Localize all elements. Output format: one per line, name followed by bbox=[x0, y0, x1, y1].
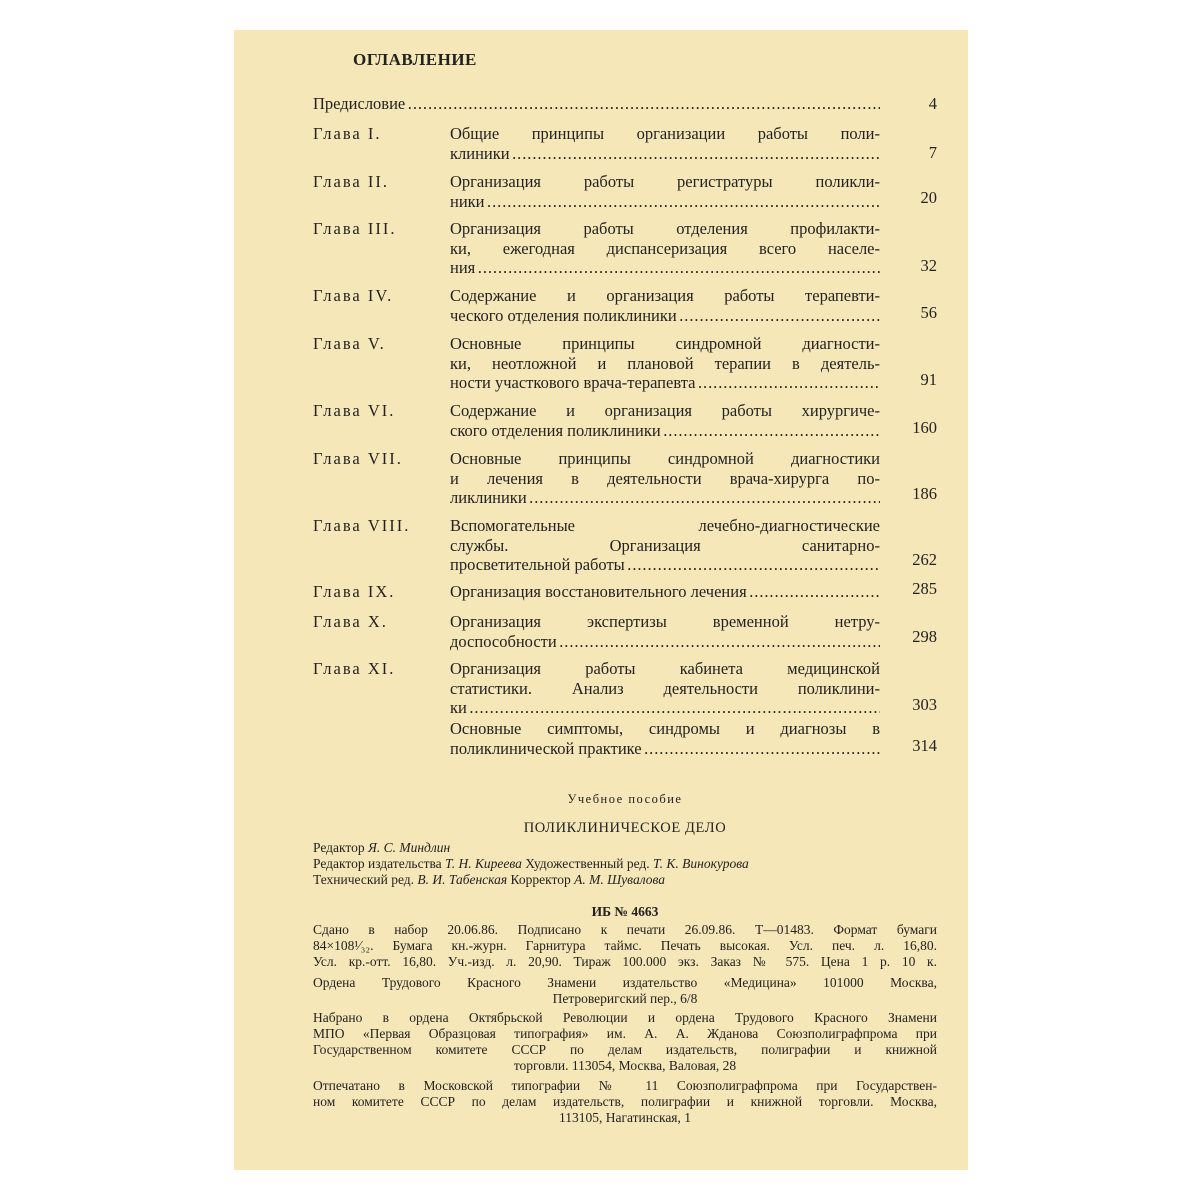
toc-title-line: Общие принципы организации работы поли- bbox=[450, 124, 880, 143]
toc-entry-chapter-8 bbox=[313, 516, 937, 576]
typeset-line: Набрано в ордена Октябрьской Революции и ордена Трудового Красного Знамени bbox=[313, 1010, 937, 1025]
toc-entry-chapter-10 bbox=[313, 612, 937, 652]
toc-entry-chapter-11 bbox=[313, 659, 937, 719]
toc-entry-chapter-1 bbox=[313, 124, 937, 164]
typeset-line: торговли. 113054, Москва, Валовая, 28 bbox=[513, 1058, 737, 1073]
editor-label: Редактор bbox=[313, 840, 365, 855]
chapter-label: Глава II. bbox=[313, 172, 389, 191]
print-details bbox=[313, 922, 937, 970]
toc-entry-chapter-7 bbox=[313, 449, 937, 509]
publisher-info bbox=[313, 975, 937, 1007]
toc-title-line: ликлиники . . . bbox=[450, 488, 880, 508]
editor-name: Я. С. Миндлин bbox=[367, 840, 451, 855]
toc-title-line: службы. Организация санитарно- bbox=[450, 535, 880, 555]
toc-title-line: Содержание и организация работы терапевти- bbox=[450, 286, 880, 305]
ib-number: ИБ № 4663 bbox=[591, 904, 659, 919]
tech-editor-name: В. И. Табенская bbox=[417, 872, 508, 887]
toc-title-line: Организация работы кабинета медицинской bbox=[450, 659, 880, 678]
chapter-label: Глава VII. bbox=[313, 449, 403, 468]
toc-title-line: Организация экспертизы временной нетру- bbox=[450, 612, 880, 631]
toc-page-number: 285 bbox=[912, 579, 937, 598]
typeset-line: МПО «Первая Образцовая типография» им. А. А. Жданова Союзполиграфпрома при bbox=[313, 1026, 937, 1041]
toc-title-line: Организация восстановительного лечения . . . bbox=[450, 582, 880, 602]
typeset-info bbox=[313, 1010, 937, 1074]
toc-title-line: Основные принципы синдромной диагностики bbox=[450, 449, 880, 468]
book-kind: Учебное пособие bbox=[567, 792, 683, 806]
toc-title-line: статистики. Анализ деятельности поликлини- bbox=[450, 678, 880, 698]
toc-title-line: ского отделения поликлиники . . . bbox=[450, 421, 880, 441]
printed-line: ном комитете СССР по делам издательств, полиграфии и книжной торговли. Москва, bbox=[313, 1094, 937, 1109]
toc-page-number: 20 bbox=[920, 188, 937, 207]
toc-page-number: 32 bbox=[920, 256, 937, 275]
toc-title-line: Содержание и организация работы хирургиче- bbox=[450, 401, 880, 420]
toc-page-number: 303 bbox=[912, 695, 937, 714]
toc-title-line: ники . . . bbox=[450, 192, 880, 212]
toc-title-line: Основные принципы синдромной диагности- bbox=[450, 334, 880, 353]
printed-line: Отпечатано в Московской типографии № 11 Союзполиграфпрома при Государствен- bbox=[313, 1078, 937, 1093]
corrector-label: Корректор bbox=[510, 872, 571, 887]
toc-entry-chapter-5 bbox=[313, 334, 937, 394]
pub-editor-name: Т. Н. Киреева bbox=[445, 856, 522, 871]
toc-page-number: 7 bbox=[928, 143, 937, 162]
editors-block bbox=[313, 840, 937, 888]
toc-entry-chapter-3 bbox=[313, 219, 937, 279]
chapter-label: Глава VI. bbox=[313, 401, 396, 420]
toc-page-number: 91 bbox=[920, 370, 937, 389]
toc-title-line: поликлинической практике . . . bbox=[450, 739, 880, 759]
publisher-line: Ордена Трудового Красного Знамени издательство «Медицина» 101000 Москва, bbox=[313, 975, 937, 990]
toc-page-number: 4 bbox=[928, 94, 937, 113]
chapter-label: Глава V. bbox=[313, 334, 386, 353]
toc-title-line: ния . . . bbox=[450, 258, 880, 278]
tech-editor-label: Технический ред. bbox=[313, 872, 415, 887]
chapter-label: Глава I. bbox=[313, 124, 382, 143]
toc-title-line: Вспомогательные лечебно-диагностические bbox=[450, 516, 880, 535]
publisher-line: Петроверигский пер., 6/8 bbox=[552, 991, 698, 1006]
toc-title-line: ческого отделения поликлиники . . . bbox=[450, 306, 880, 326]
typeset-line: Государственном комитете СССР по делам издательств, полиграфии и книжной bbox=[313, 1042, 937, 1057]
toc-page-number: 160 bbox=[912, 418, 937, 437]
art-editor-name: Т. К. Винокурова bbox=[653, 856, 749, 871]
toc-page-number: 298 bbox=[912, 627, 937, 646]
toc-title-line: доспособности . . . bbox=[450, 632, 880, 652]
toc-entry-chapter-9 bbox=[313, 579, 937, 602]
printed-info bbox=[313, 1078, 937, 1126]
chapter-label: Глава III. bbox=[313, 219, 397, 238]
art-editor-label: Художественный ред. bbox=[525, 856, 650, 871]
toc-entry-chapter-6 bbox=[313, 401, 937, 441]
print-details-line: 84×108¹⁄₃₂. Бумага кн.-журн. Гарнитура таймс. Печать высокая. Усл. печ. л. 16,80. bbox=[313, 938, 937, 953]
toc-page-number: 186 bbox=[912, 484, 937, 503]
toc-title-line: ки, ежегодная диспансеризация всего населе- bbox=[450, 238, 880, 258]
chapter-label: Глава IX. bbox=[313, 582, 396, 601]
toc-title-line: ки, неотложной и плановой терапии в деятель- bbox=[450, 353, 880, 373]
toc-title-line: Основные симптомы, синдромы и диагнозы в bbox=[450, 719, 880, 738]
toc-title-line: просветительной работы . . . bbox=[450, 555, 880, 575]
print-details-line: Усл. кр.-отт. 16,80. Уч.-изд. л. 20,90. Тираж 100.000 экз. Заказ № 575. Цена 1 р. 10 к. bbox=[313, 954, 937, 969]
pub-editor-label: Редактор издательства bbox=[313, 856, 442, 871]
toc-page-number: 56 bbox=[920, 303, 937, 322]
toc-entry-chapter-4 bbox=[313, 286, 937, 326]
toc-title-line: Организация работы регистратуры поликли- bbox=[450, 172, 880, 191]
chapter-label: Глава XI. bbox=[313, 659, 396, 678]
toc-entry-appendix bbox=[313, 719, 937, 759]
toc-title: ОГЛАВЛЕНИЕ bbox=[353, 50, 477, 69]
corrector-name: А. М. Шувалова bbox=[574, 872, 666, 887]
toc-page-number: 262 bbox=[912, 550, 937, 569]
chapter-label: Глава X. bbox=[313, 612, 388, 631]
toc-title-line: клиники . . . bbox=[450, 144, 880, 164]
toc-title-line: Организация работы отделения профилакти- bbox=[450, 219, 880, 238]
book-title: ПОЛИКЛИНИЧЕСКОЕ ДЕЛО bbox=[523, 820, 727, 836]
print-details-line: Сдано в набор 20.06.86. Подписано к печати 26.09.86. Т—01483. Формат бумаги bbox=[313, 922, 937, 937]
toc-title-line: ности участкового врача-терапевта . . . bbox=[450, 373, 880, 393]
toc-title-line: и лечения в деятельности врача-хирурга по- bbox=[450, 468, 880, 488]
chapter-label: Глава VIII. bbox=[313, 516, 411, 535]
toc-entry-chapter-2 bbox=[313, 172, 937, 212]
toc-entry-preface bbox=[313, 94, 937, 114]
printed-line: 113105, Нагатинская, 1 bbox=[558, 1110, 692, 1125]
toc-entry-title: Предисловие . . . bbox=[313, 94, 880, 114]
chapter-label: Глава IV. bbox=[313, 286, 394, 305]
toc-title-line: ки . . . bbox=[450, 698, 880, 718]
toc-page-number: 314 bbox=[912, 736, 937, 755]
